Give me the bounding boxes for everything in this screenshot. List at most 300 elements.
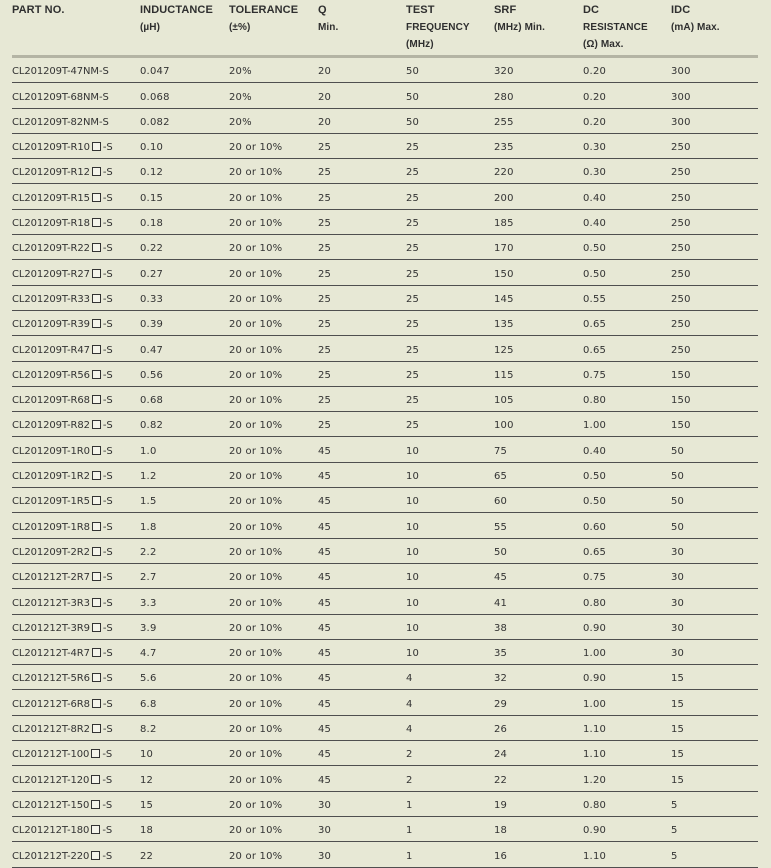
cell-idc: 30: [671, 648, 685, 660]
part-number-prefix: CL201209T-1R2: [12, 471, 90, 483]
cell-inductance: 0.56: [140, 369, 164, 381]
table-row: [12, 615, 758, 640]
part-number-prefix: CL201212T-150: [12, 799, 90, 811]
cell-q-min: 45: [318, 597, 332, 609]
tolerance-code-box-icon: [91, 851, 100, 860]
cell-inductance: 0.39: [140, 319, 164, 331]
cell-part-number: [12, 471, 140, 487]
cell-inductance: 18: [140, 825, 154, 837]
cell-q-min: 45: [318, 673, 332, 685]
cell-srf: 50: [494, 546, 508, 558]
cell-part-number: [12, 724, 140, 740]
cell-part-number: [12, 167, 140, 183]
cell-tolerance: 20 or 10%: [229, 724, 283, 736]
cell-srf: 55: [494, 521, 508, 533]
tolerance-code-box-icon: [92, 724, 101, 733]
part-number-suffix: -S: [102, 142, 113, 154]
cell-srf: 32: [494, 673, 508, 685]
part-number-suffix: -S: [102, 471, 113, 483]
header-title: TOLERANCE: [229, 4, 299, 16]
header-unit: (µH): [140, 22, 161, 33]
table-row: [12, 260, 758, 285]
cell-dc-resistance: 0.50: [583, 471, 607, 483]
table-row: [12, 437, 758, 462]
cell-srf: 280: [494, 91, 514, 103]
cell-srf: 145: [494, 293, 514, 305]
table-row: [12, 58, 758, 83]
cell-test-frequency: 50: [406, 91, 420, 103]
cell-idc: 30: [671, 546, 685, 558]
part-number-prefix: CL201209T-R47: [12, 344, 90, 356]
cell-part-number: [12, 825, 140, 841]
cell-tolerance: 20 or 10%: [229, 673, 283, 685]
cell-tolerance: 20 or 10%: [229, 546, 283, 558]
cell-test-frequency: 10: [406, 546, 420, 558]
part-number-prefix: CL201209T-R39: [12, 319, 90, 331]
cell-tolerance: 20 or 10%: [229, 319, 283, 331]
table-row: [12, 665, 758, 690]
cell-tolerance: 20 or 10%: [229, 268, 283, 280]
cell-q-min: 25: [318, 167, 332, 179]
part-number-prefix: CL201212T-3R3: [12, 597, 90, 609]
cell-dc-resistance: 0.90: [583, 825, 607, 837]
table-row: [12, 463, 758, 488]
cell-part-number: [12, 800, 140, 816]
tolerance-code-box-icon: [92, 572, 101, 581]
cell-part-number: [12, 193, 140, 209]
header-idc: [671, 0, 758, 55]
cell-test-frequency: 25: [406, 420, 420, 432]
cell-test-frequency: 10: [406, 471, 420, 483]
cell-idc: 30: [671, 597, 685, 609]
cell-inductance: 0.15: [140, 192, 164, 204]
part-number-suffix: -S: [102, 799, 113, 811]
header-title: IDC: [671, 4, 691, 16]
table-row: [12, 336, 758, 361]
header-dc-resistance: [583, 0, 671, 55]
cell-tolerance: 20 or 10%: [229, 521, 283, 533]
table-row: [12, 311, 758, 336]
cell-test-frequency: 25: [406, 268, 420, 280]
tolerance-code-box-icon: [92, 471, 101, 480]
table-row: [12, 792, 758, 817]
cell-tolerance: 20 or 10%: [229, 850, 283, 862]
cell-q-min: 45: [318, 622, 332, 634]
cell-inductance: 0.22: [140, 243, 164, 255]
tolerance-code-box-icon: [92, 496, 101, 505]
cell-inductance: 2.7: [140, 572, 157, 584]
cell-idc: 300: [671, 91, 691, 103]
cell-tolerance: 20 or 10%: [229, 648, 283, 660]
part-number-prefix: CL201212T-3R9: [12, 622, 90, 634]
part-number-prefix: CL201212T-120: [12, 774, 90, 786]
table-row: [12, 842, 758, 867]
part-number-prefix: CL201212T-5R6: [12, 673, 90, 685]
cell-dc-resistance: 0.50: [583, 268, 607, 280]
part-number-prefix: CL201209T-R82: [12, 420, 90, 432]
part-number-prefix: CL201209T-R12: [12, 167, 90, 179]
header-title: DC: [583, 4, 600, 16]
part-number-suffix: -S: [102, 825, 113, 837]
part-number-prefix: CL201212T-2R7: [12, 572, 90, 584]
header-q-min: [318, 0, 406, 55]
table-row: [12, 286, 758, 311]
cell-q-min: 25: [318, 142, 332, 154]
header-test-frequency: [406, 0, 494, 55]
tolerance-code-box-icon: [92, 142, 101, 151]
cell-idc: 50: [671, 471, 685, 483]
cell-q-min: 30: [318, 850, 332, 862]
cell-srf: 185: [494, 218, 514, 230]
cell-tolerance: 20 or 10%: [229, 395, 283, 407]
cell-part-number: [12, 243, 140, 259]
part-number-suffix: -S: [102, 496, 113, 508]
cell-tolerance: 20 or 10%: [229, 749, 283, 761]
cell-inductance: 5.6: [140, 673, 157, 685]
part-number-suffix: -S: [102, 749, 113, 761]
cell-srf: 19: [494, 799, 508, 811]
tolerance-code-box-icon: [92, 167, 101, 176]
cell-inductance: 0.12: [140, 167, 164, 179]
cell-part-number: [12, 446, 140, 462]
cell-q-min: 25: [318, 293, 332, 305]
cell-tolerance: 20 or 10%: [229, 420, 283, 432]
cell-tolerance: 20%: [229, 116, 252, 128]
cell-inductance: 22: [140, 850, 154, 862]
table-row: [12, 387, 758, 412]
cell-test-frequency: 4: [406, 673, 413, 685]
table-body: [12, 58, 758, 868]
header-title: SRF: [494, 4, 517, 16]
cell-test-frequency: 2: [406, 749, 413, 761]
cell-part-number: [12, 699, 140, 715]
cell-part-number: [12, 673, 140, 689]
part-number-prefix: CL201209T-82NM-S: [12, 116, 109, 128]
header-title: PART NO.: [12, 4, 65, 16]
table-row: [12, 412, 758, 437]
cell-srf: 18: [494, 825, 508, 837]
cell-idc: 30: [671, 622, 685, 634]
cell-q-min: 45: [318, 648, 332, 660]
cell-dc-resistance: 0.50: [583, 243, 607, 255]
cell-part-number: [12, 572, 140, 588]
table-row: [12, 235, 758, 260]
cell-part-number: [12, 345, 140, 361]
cell-srf: 150: [494, 268, 514, 280]
cell-inductance: 3.9: [140, 622, 157, 634]
table-row: [12, 690, 758, 715]
cell-idc: 250: [671, 243, 691, 255]
part-number-suffix: -S: [102, 673, 113, 685]
table-row: [12, 184, 758, 209]
cell-q-min: 45: [318, 572, 332, 584]
cell-q-min: 25: [318, 243, 332, 255]
tolerance-code-box-icon: [91, 775, 100, 784]
cell-dc-resistance: 1.10: [583, 850, 607, 862]
table-row: [12, 564, 758, 589]
table-row: [12, 539, 758, 564]
table-row: [12, 589, 758, 614]
cell-srf: 22: [494, 774, 508, 786]
cell-test-frequency: 25: [406, 167, 420, 179]
tolerance-code-box-icon: [92, 345, 101, 354]
cell-inductance: 1.2: [140, 471, 157, 483]
cell-idc: 50: [671, 496, 685, 508]
header-unit: (Ω) Max.: [583, 39, 624, 50]
part-number-prefix: CL201209T-68NM-S: [12, 91, 109, 103]
cell-inductance: 0.10: [140, 142, 164, 154]
tolerance-code-box-icon: [92, 269, 101, 278]
part-number-suffix: -S: [102, 293, 113, 305]
cell-srf: 26: [494, 724, 508, 736]
cell-part-number: [12, 294, 140, 310]
table-row: [12, 210, 758, 235]
cell-part-number: [12, 775, 140, 791]
cell-dc-resistance: 1.20: [583, 774, 607, 786]
table-row: [12, 640, 758, 665]
cell-idc: 5: [671, 850, 678, 862]
tolerance-code-box-icon: [92, 699, 101, 708]
cell-srf: 38: [494, 622, 508, 634]
cell-dc-resistance: 0.20: [583, 91, 607, 103]
tolerance-code-box-icon: [91, 800, 100, 809]
cell-test-frequency: 10: [406, 622, 420, 634]
part-number-prefix: CL201209T-R27: [12, 268, 90, 280]
table-row: [12, 716, 758, 741]
cell-tolerance: 20 or 10%: [229, 142, 283, 154]
tolerance-code-box-icon: [92, 623, 101, 632]
cell-srf: 320: [494, 66, 514, 78]
table-row: [12, 83, 758, 108]
header-inductance: [140, 0, 229, 55]
cell-part-number: [12, 420, 140, 436]
table-row: [12, 817, 758, 842]
cell-inductance: 15: [140, 799, 154, 811]
cell-test-frequency: 10: [406, 572, 420, 584]
cell-dc-resistance: 0.40: [583, 445, 607, 457]
cell-inductance: 0.47: [140, 344, 164, 356]
inductor-spec-table: [12, 0, 758, 868]
header-tolerance: [229, 0, 318, 55]
part-number-prefix: CL201212T-6R8: [12, 698, 90, 710]
table-row: [12, 109, 758, 134]
part-number-suffix: -S: [102, 597, 113, 609]
part-number-suffix: -S: [102, 572, 113, 584]
part-number-prefix: CL201209T-R22: [12, 243, 90, 255]
part-number-prefix: CL201212T-100: [12, 749, 90, 761]
part-number-suffix: -S: [102, 724, 113, 736]
part-number-prefix: CL201209T-1R8: [12, 521, 90, 533]
cell-srf: 35: [494, 648, 508, 660]
cell-srf: 29: [494, 698, 508, 710]
cell-idc: 250: [671, 319, 691, 331]
cell-q-min: 25: [318, 344, 332, 356]
header-unit: (mA) Max.: [671, 22, 720, 33]
cell-idc: 250: [671, 344, 691, 356]
cell-part-number: [12, 648, 140, 664]
cell-srf: 60: [494, 496, 508, 508]
tolerance-code-box-icon: [92, 218, 101, 227]
cell-q-min: 45: [318, 471, 332, 483]
header-title: INDUCTANCE: [140, 4, 213, 16]
cell-q-min: 30: [318, 799, 332, 811]
cell-idc: 15: [671, 724, 685, 736]
cell-inductance: 2.2: [140, 546, 157, 558]
cell-idc: 250: [671, 218, 691, 230]
part-number-prefix: CL201212T-220: [12, 850, 90, 862]
cell-dc-resistance: 0.55: [583, 293, 607, 305]
header-title: TEST: [406, 4, 435, 16]
cell-q-min: 25: [318, 192, 332, 204]
cell-test-frequency: 50: [406, 116, 420, 128]
cell-part-number: [12, 851, 140, 867]
cell-part-number: [12, 92, 140, 108]
cell-idc: 250: [671, 293, 691, 305]
part-number-suffix: -S: [102, 344, 113, 356]
tolerance-code-box-icon: [91, 825, 100, 834]
cell-inductance: 10: [140, 749, 154, 761]
cell-part-number: [12, 142, 140, 158]
cell-dc-resistance: 0.20: [583, 66, 607, 78]
cell-inductance: 0.82: [140, 420, 164, 432]
part-number-prefix: CL201209T-R68: [12, 395, 90, 407]
cell-part-number: [12, 269, 140, 285]
tolerance-code-box-icon: [91, 749, 100, 758]
cell-test-frequency: 1: [406, 850, 413, 862]
cell-dc-resistance: 0.65: [583, 546, 607, 558]
part-number-suffix: -S: [102, 648, 113, 660]
cell-inductance: 0.18: [140, 218, 164, 230]
cell-test-frequency: 10: [406, 521, 420, 533]
cell-part-number: [12, 117, 140, 133]
cell-inductance: 0.068: [140, 91, 170, 103]
cell-inductance: 0.33: [140, 293, 164, 305]
cell-srf: 24: [494, 749, 508, 761]
cell-tolerance: 20 or 10%: [229, 496, 283, 508]
header-unit: RESISTANCE: [583, 22, 648, 33]
cell-idc: 300: [671, 66, 691, 78]
header-srf: [494, 0, 583, 55]
cell-srf: 255: [494, 116, 514, 128]
tolerance-code-box-icon: [92, 446, 101, 455]
cell-test-frequency: 25: [406, 319, 420, 331]
cell-part-number: [12, 319, 140, 335]
part-number-prefix: CL201209T-R33: [12, 293, 90, 305]
cell-q-min: 25: [318, 395, 332, 407]
part-number-suffix: -S: [102, 698, 113, 710]
table-row: [12, 134, 758, 159]
table-row: [12, 159, 758, 184]
cell-tolerance: 20 or 10%: [229, 369, 283, 381]
cell-dc-resistance: 0.65: [583, 319, 607, 331]
table-header-row: [12, 0, 758, 58]
cell-idc: 150: [671, 395, 691, 407]
part-number-prefix: CL201209T-R56: [12, 369, 90, 381]
tolerance-code-box-icon: [92, 370, 101, 379]
cell-part-number: [12, 749, 140, 765]
cell-q-min: 45: [318, 724, 332, 736]
cell-q-min: 45: [318, 546, 332, 558]
cell-test-frequency: 25: [406, 192, 420, 204]
cell-part-number: [12, 547, 140, 563]
tolerance-code-box-icon: [92, 547, 101, 556]
cell-test-frequency: 50: [406, 66, 420, 78]
cell-part-number: [12, 522, 140, 538]
cell-idc: 150: [671, 369, 691, 381]
tolerance-code-box-icon: [92, 648, 101, 657]
cell-tolerance: 20 or 10%: [229, 344, 283, 356]
cell-tolerance: 20 or 10%: [229, 192, 283, 204]
cell-q-min: 45: [318, 521, 332, 533]
cell-tolerance: 20 or 10%: [229, 167, 283, 179]
cell-srf: 170: [494, 243, 514, 255]
cell-tolerance: 20 or 10%: [229, 622, 283, 634]
header-unit: (MHz): [406, 39, 434, 50]
cell-dc-resistance: 0.50: [583, 496, 607, 508]
cell-dc-resistance: 0.80: [583, 597, 607, 609]
part-number-suffix: -S: [102, 521, 113, 533]
cell-idc: 5: [671, 825, 678, 837]
cell-test-frequency: 4: [406, 698, 413, 710]
header-part-number: [12, 0, 140, 55]
cell-tolerance: 20%: [229, 91, 252, 103]
cell-inductance: 1.8: [140, 521, 157, 533]
cell-part-number: [12, 598, 140, 614]
cell-dc-resistance: 0.30: [583, 167, 607, 179]
cell-idc: 250: [671, 192, 691, 204]
cell-test-frequency: 25: [406, 369, 420, 381]
cell-dc-resistance: 1.10: [583, 749, 607, 761]
cell-tolerance: 20 or 10%: [229, 572, 283, 584]
cell-srf: 115: [494, 369, 514, 381]
part-number-suffix: -S: [102, 218, 113, 230]
cell-dc-resistance: 1.00: [583, 648, 607, 660]
cell-dc-resistance: 0.75: [583, 572, 607, 584]
cell-test-frequency: 1: [406, 825, 413, 837]
table-row: [12, 488, 758, 513]
cell-test-frequency: 10: [406, 597, 420, 609]
cell-dc-resistance: 0.80: [583, 395, 607, 407]
tolerance-code-box-icon: [92, 598, 101, 607]
cell-idc: 250: [671, 142, 691, 154]
tolerance-code-box-icon: [92, 243, 101, 252]
cell-idc: 15: [671, 698, 685, 710]
cell-dc-resistance: 0.75: [583, 369, 607, 381]
cell-idc: 250: [671, 167, 691, 179]
part-number-suffix: -S: [102, 774, 113, 786]
cell-srf: 125: [494, 344, 514, 356]
cell-dc-resistance: 0.30: [583, 142, 607, 154]
part-number-prefix: CL201209T-2R2: [12, 546, 90, 558]
cell-q-min: 20: [318, 66, 332, 78]
cell-inductance: 12: [140, 774, 154, 786]
cell-test-frequency: 10: [406, 445, 420, 457]
cell-inductance: 8.2: [140, 724, 157, 736]
table-row: [12, 741, 758, 766]
cell-tolerance: 20%: [229, 66, 252, 78]
part-number-prefix: CL201212T-8R2: [12, 724, 90, 736]
cell-inductance: 1.0: [140, 445, 157, 457]
part-number-suffix: -S: [102, 850, 113, 862]
part-number-suffix: -S: [102, 243, 113, 255]
cell-q-min: 25: [318, 369, 332, 381]
header-unit: (±%): [229, 22, 251, 33]
cell-q-min: 25: [318, 268, 332, 280]
header-title: Q: [318, 4, 327, 16]
cell-test-frequency: 25: [406, 218, 420, 230]
part-number-suffix: -S: [102, 319, 113, 331]
cell-srf: 220: [494, 167, 514, 179]
